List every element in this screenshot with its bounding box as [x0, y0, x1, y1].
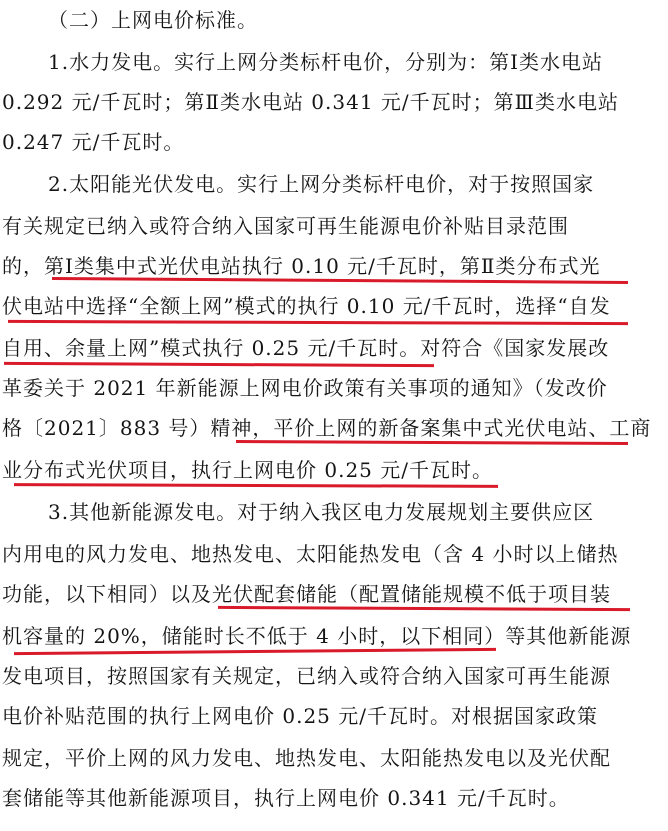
- paragraph-line: 2.太阳能光伏发电。实行上网分类标杆电价，对于按照国家: [48, 172, 595, 196]
- section-heading: （二）上网电价标准。: [48, 8, 258, 32]
- paragraph-line: 1.水力发电。实行上网分类标杆电价，分别为：第Ⅰ类水电站: [48, 50, 603, 74]
- paragraph-line: 格〔2021〕883 号）精神，平价上网的新备案集中式光伏电站、工商: [2, 416, 652, 440]
- paragraph-line: 套储能等其他新能源项目，执行上网电价 0.341 元/千瓦时。: [2, 786, 570, 810]
- paragraph-line: 发电项目，按照国家有关规定，已纳入或符合纳入国家可再生能源: [2, 664, 611, 688]
- paragraph-line: 革委关于 2021 年新能源上网电价政策有关事项的通知》（发改价: [2, 376, 608, 400]
- paragraph-line: 的，第Ⅰ类集中式光伏电站执行 0.10 元/千瓦时，第Ⅱ类分布式光: [2, 254, 601, 278]
- paragraph-line: 功能，以下相同）以及光伏配套储能（配置储能规模不低于项目装: [2, 582, 611, 606]
- paragraph-line: 3.其他新能源发电。对于纳入我区电力发展规划主要供应区: [48, 500, 595, 524]
- paragraph-line: 业分布式光伏项目，执行上网电价 0.25 元/千瓦时。: [2, 458, 493, 482]
- paragraph-line: 有关规定已纳入或符合纳入国家可再生能源电价补贴目录范围: [2, 214, 569, 238]
- paragraph-line: 电价补贴范围的执行上网电价 0.25 元/千瓦时。对根据国家政策: [2, 704, 598, 728]
- paragraph-line: 0.292 元/千瓦时；第Ⅱ类水电站 0.341 元/千瓦时；第Ⅲ类水电站: [2, 90, 619, 114]
- paragraph-line: 0.247 元/千瓦时。: [2, 130, 185, 154]
- paragraph-line: 规定，平价上网的风力发电、地热发电、太阳能热发电以及光伏配: [2, 746, 611, 770]
- paragraph-line: 机容量的 20%，储能时长不低于 4 小时，以下相同）等其他新能源: [2, 624, 632, 648]
- paragraph-line: 伏电站中选择“全额上网”模式的执行 0.10 元/千瓦时，选择“自发: [2, 294, 611, 318]
- paragraph-line: 内用电的风力发电、地热发电、太阳能热发电（含 4 小时以上储热: [2, 542, 619, 566]
- paragraph-line: 自用、余量上网”模式执行 0.25 元/千瓦时。对符合《国家发展改: [2, 336, 610, 360]
